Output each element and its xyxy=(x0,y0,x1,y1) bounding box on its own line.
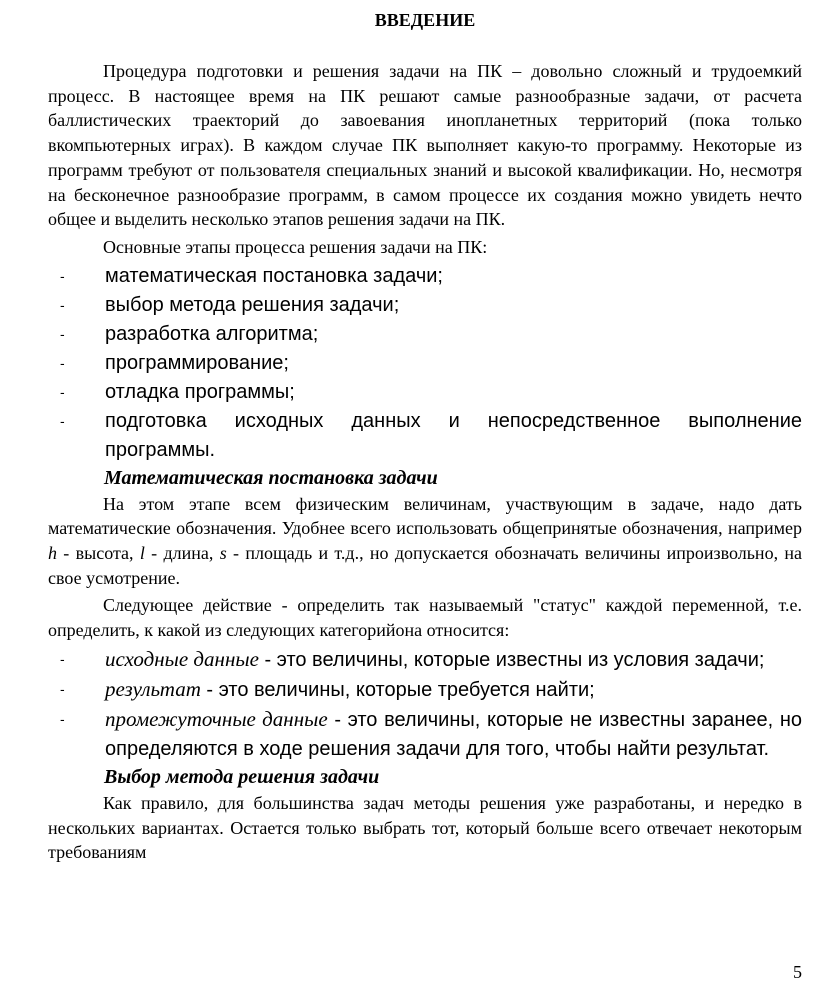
document-title: ВВЕДЕНИЕ xyxy=(374,10,476,30)
category-term: результат xyxy=(105,676,201,701)
dash-marker: - xyxy=(60,710,65,727)
dash-marker: - xyxy=(60,296,65,313)
stages-intro: Основные этапы процесса решения задачи на ПК: xyxy=(103,236,488,257)
var-h: h xyxy=(48,543,57,564)
list-item: - исходные данные - это величины, которые известны из условия задачи; xyxy=(48,645,802,675)
dash-marker: - xyxy=(60,650,65,667)
list-item: - разработка алгоритма; xyxy=(48,320,802,349)
dash-marker: - xyxy=(60,354,65,371)
document-page xyxy=(48,0,802,865)
list-item: - программирование; xyxy=(48,349,802,378)
list-item: - математическая постановка задачи; xyxy=(48,262,802,291)
category-term: промежуточные данные xyxy=(105,706,328,731)
section-heading-math: Математическая постановка задачи xyxy=(104,466,438,489)
method-paragraph: Как правило, для большинства задач методы решения уже разработаны, и нередко в нескольких вариантах. Остается только выбрать тот, который больше всего отвечает некоторым требованиям xyxy=(48,792,802,863)
dash-marker: - xyxy=(60,325,65,342)
math-paragraph-2: Следующее действие - определить так называемый "статус" каждой переменной, т.е. определить, к какой из следующих категорийона относится: xyxy=(48,595,802,641)
page-number: 5 xyxy=(793,962,802,982)
list-item: - результат - это величины, которые требуется найти; xyxy=(48,675,802,705)
intro-paragraph: Процедура подготовки и решения задачи на ПК – довольно сложный и трудоемкий процесс. В настоящее время на ПК решают самые разнообразные задачи, от расчета баллистических траекторий до завоевания инопланетных территорий (пока только вкомпьютерных играх). В каждом случае ПК выполняет какую-то программу. Некоторые из программ требуют от пользователя специальных знаний и высокой квалификации. Но, несмотря на бесконечное разнообразие программ, в самом процессе их создания можно увидеть нечто общее и выделить несколько этапов решения задачи на ПК. xyxy=(48,61,802,230)
list-item: - промежуточные данные - это величины, которые не известны заранее, но определяются в ходе решения задачи для того, чтобы найти результат. xyxy=(60,706,802,760)
var-l: l xyxy=(139,543,145,564)
dash-marker: - xyxy=(60,383,65,400)
list-item: - отладка программы; xyxy=(48,378,802,407)
list-item: - подготовка исходных данных и непосредственное выполнение программы. xyxy=(48,407,802,465)
dash-marker: - xyxy=(60,680,65,697)
list-item: - выбор метода решения задачи; xyxy=(48,291,802,320)
math-paragraph-1: На этом этапе всем физическим величинам, участвующим в задаче, надо дать математические обозначения. Удобнее всего использовать общепринятые обозначения, например h - высота, l - длина, s - площадь и т.д., но допускается обозначать величины ипроизвольно, на свое усмотрение. xyxy=(48,493,802,588)
categories-list xyxy=(48,645,802,764)
dash-marker: - xyxy=(60,412,65,429)
stages-list xyxy=(48,262,802,465)
var-s: s xyxy=(219,543,227,564)
dash-marker: - xyxy=(60,267,65,284)
section-heading-method: Выбор метода решения задачи xyxy=(104,765,380,788)
category-term: исходные данные xyxy=(105,646,259,671)
